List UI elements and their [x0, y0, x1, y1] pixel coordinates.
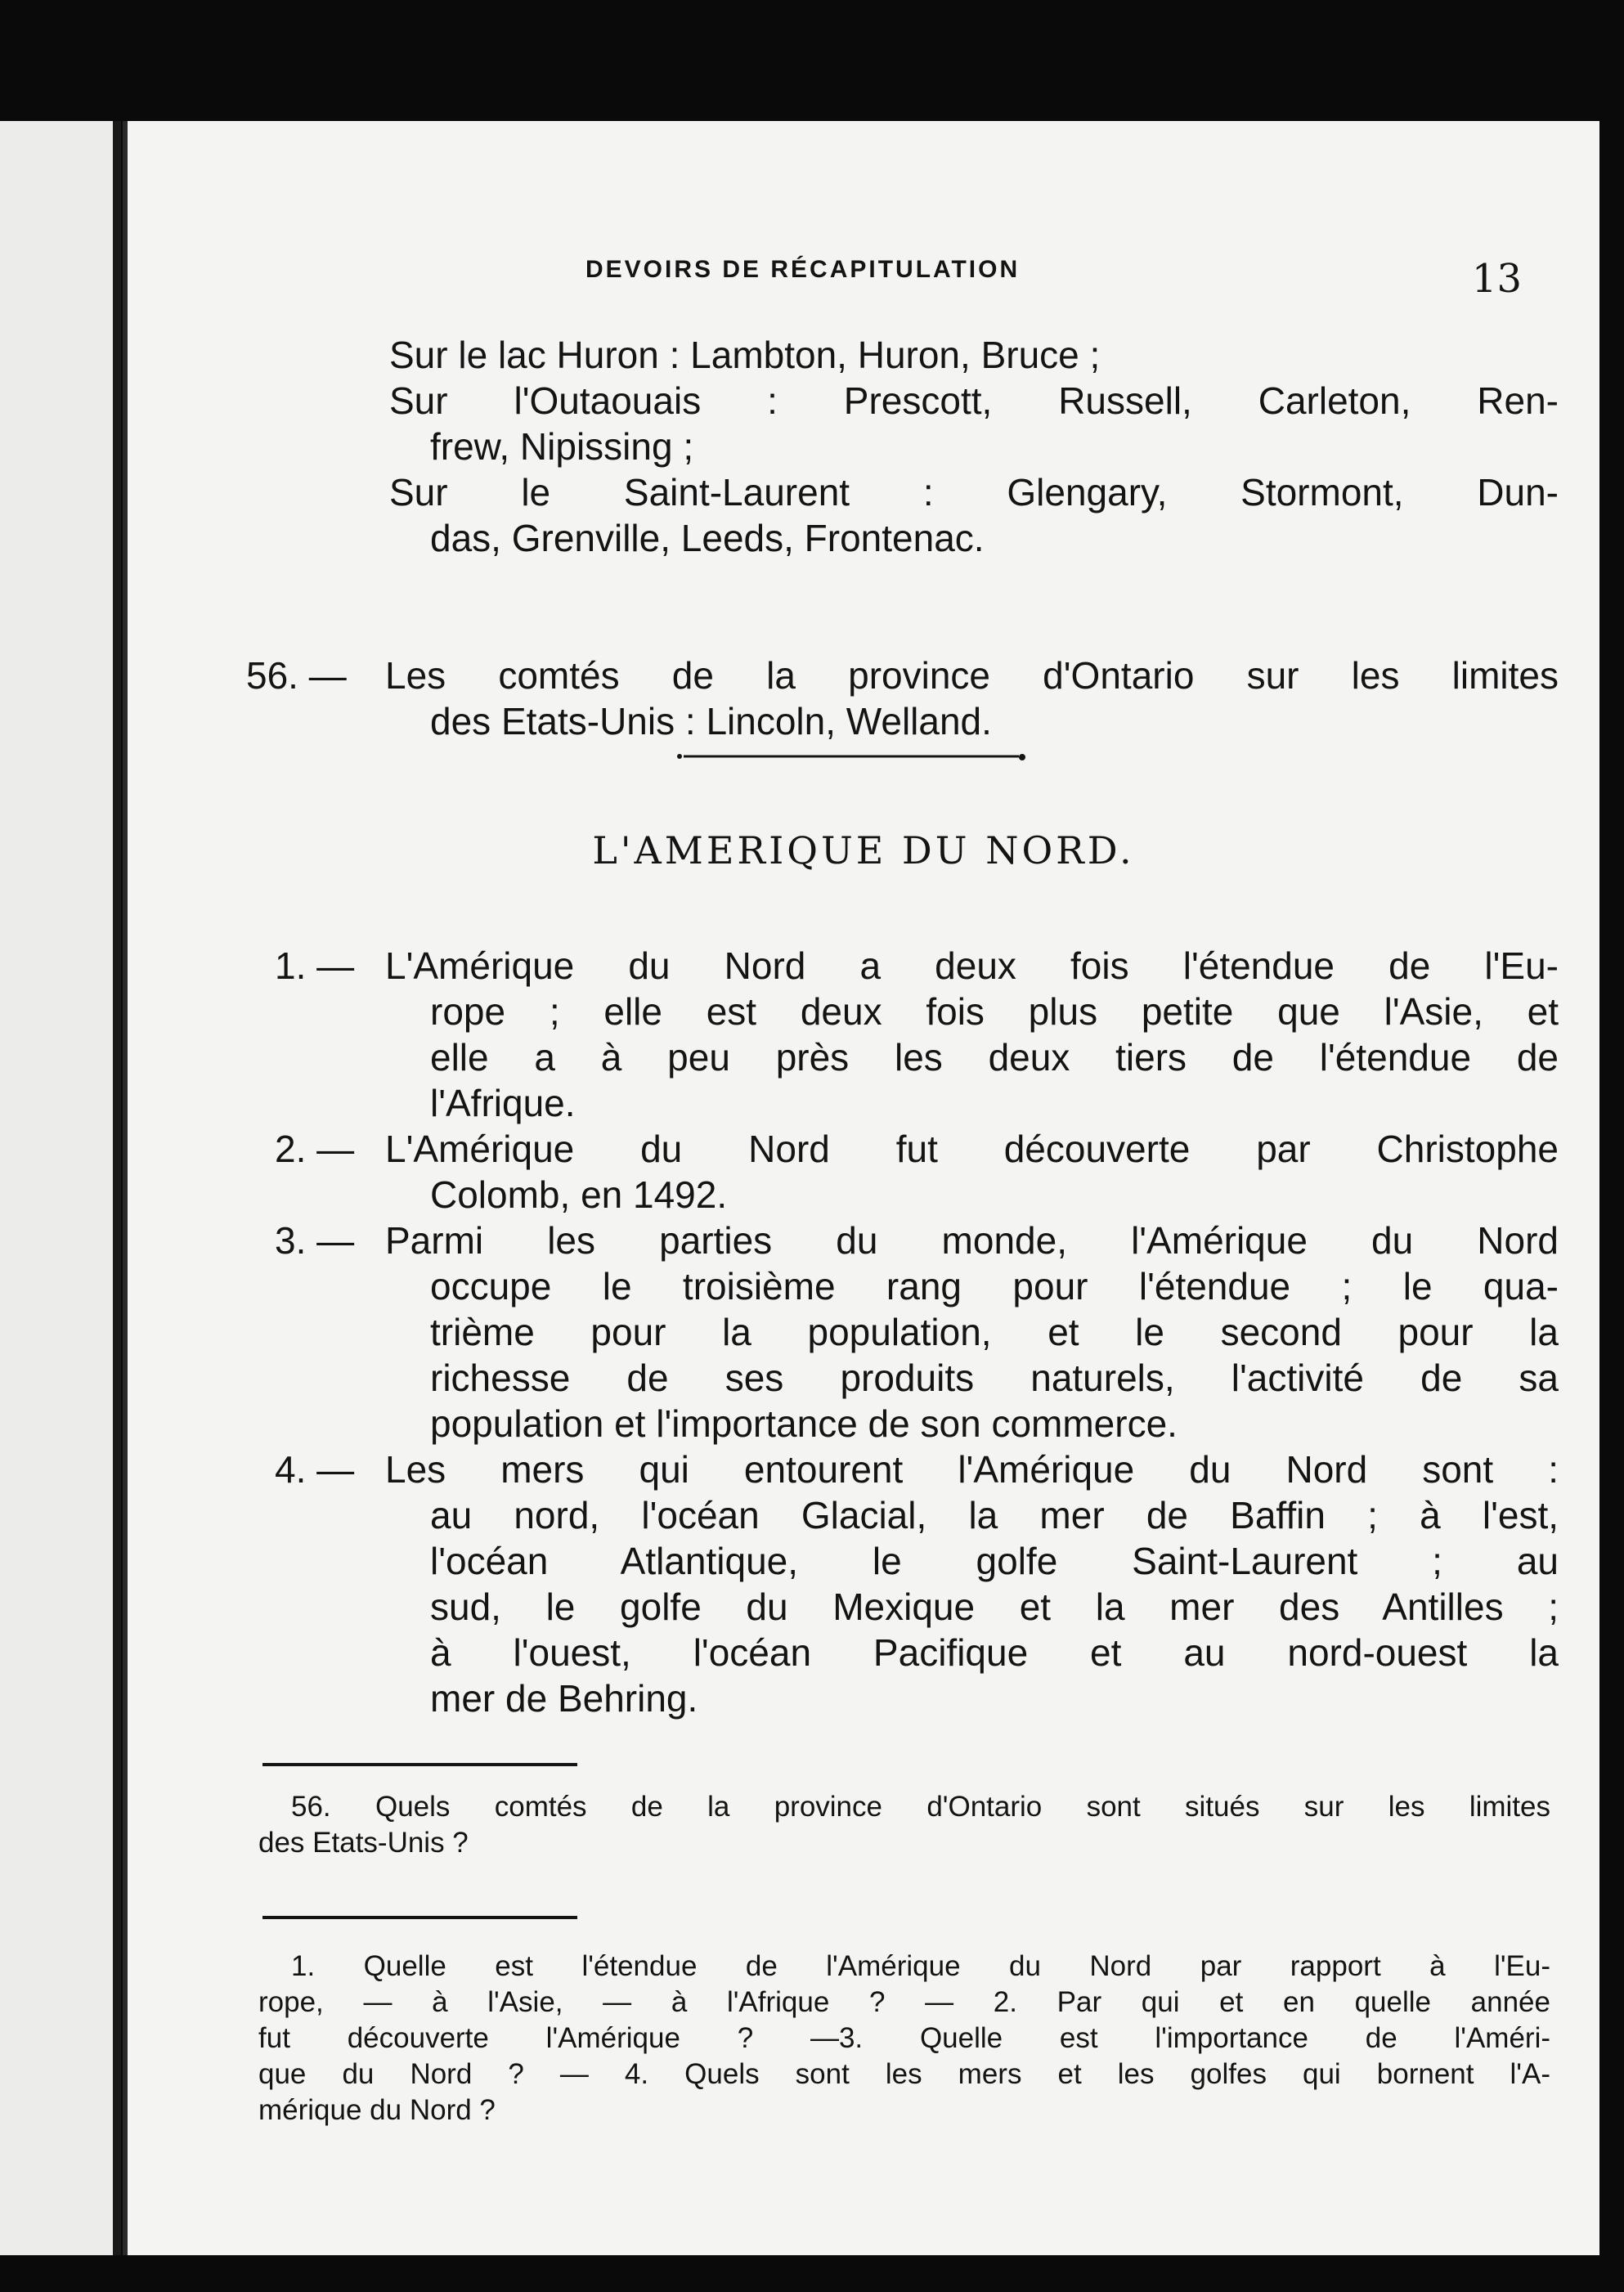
footnote-line: 56. Quels comtés de la province d'Ontario sont situés sur les limites	[291, 1791, 1550, 1823]
item-number: 4. —	[275, 1448, 355, 1491]
text-line: frew, Nipissing ;	[430, 425, 694, 468]
text-line: elle a à peu près les deux tiers de l'étendue de	[430, 1036, 1559, 1079]
text-line: L'Amérique du Nord a deux fois l'étendue de l'Eu-	[385, 944, 1559, 987]
item-number: 3. —	[275, 1219, 355, 1262]
section-title: L'AMERIQUE DU NORD.	[592, 828, 1135, 872]
text-line: au nord, l'océan Glacial, la mer de Baffin ; à l'est,	[430, 1494, 1559, 1536]
footnote-line: des Etats-Unis ?	[258, 1827, 469, 1859]
text-line: occupe le troisième rang pour l'étendue ; le qua-	[430, 1265, 1559, 1307]
footnote-rule	[262, 1916, 577, 1919]
item-56	[246, 653, 1559, 744]
list-item	[250, 378, 1559, 469]
footnote-56	[258, 1789, 1550, 1861]
running-title: DEVOIRS DE RÉCAPITULATION	[585, 256, 1021, 283]
top-county-list	[250, 332, 1559, 561]
numbered-items	[250, 943, 1559, 1721]
text-line: Sur l'Outaouais : Prescott, Russell, Carleton, Ren-	[389, 379, 1559, 422]
text-line: l'Afrique.	[430, 1082, 576, 1124]
list-item	[250, 332, 1559, 378]
page-number: 13	[1471, 256, 1522, 302]
text-line: Sur le lac Huron : Lambton, Huron, Bruce ;	[389, 334, 1101, 376]
list-item	[250, 943, 1559, 1126]
footnote-rule	[262, 1763, 577, 1766]
footnote-questions	[258, 1949, 1550, 2128]
text-line: à l'ouest, l'océan Pacifique et au nord-ouest la	[430, 1631, 1559, 1674]
ornamental-divider	[675, 751, 1027, 762]
text-line: trième pour la population, et le second pour la	[430, 1311, 1559, 1353]
text-line: l'océan Atlantique, le golfe Saint-Laurent ; au	[430, 1540, 1559, 1582]
list-item	[250, 1447, 1559, 1721]
list-item	[250, 1218, 1559, 1447]
footnote-line: rope, — à l'Asie, — à l'Afrique ? — 2. Par qui et en quelle année	[258, 1986, 1550, 2018]
footnote-line: que du Nord ? — 4. Quels sont les mers et les golfes qui bornent l'A-	[258, 2058, 1550, 2090]
text-line: Parmi les parties du monde, l'Amérique du Nord	[385, 1219, 1559, 1262]
text-line: das, Grenville, Leeds, Frontenac.	[430, 517, 985, 559]
text-line: Sur le Saint-Laurent : Glengary, Stormont, Dun-	[389, 471, 1559, 514]
text-line: Les comtés de la province d'Ontario sur les limites	[385, 654, 1559, 697]
item-number: 56. —	[246, 654, 347, 697]
text-line: richesse de ses produits naturels, l'activité de sa	[430, 1357, 1559, 1399]
text-line: rope ; elle est deux fois plus petite que l'Asie, et	[430, 990, 1559, 1033]
previous-page-edge	[0, 121, 121, 2255]
footnote-line: 1. Quelle est l'étendue de l'Amérique du Nord par rapport à l'Eu-	[291, 1950, 1550, 1982]
list-item	[250, 469, 1559, 561]
text-line: des Etats-Unis : Lincoln, Welland.	[430, 700, 992, 742]
text-line: Les mers qui entourent l'Amérique du Nord sont :	[385, 1448, 1559, 1491]
text-line: mer de Behring.	[430, 1677, 698, 1720]
list-item	[250, 1126, 1559, 1218]
footnote-line: fut découverte l'Amérique ? —3. Quelle est l'importance de l'Améri-	[258, 2022, 1550, 2054]
text-line: L'Amérique du Nord fut découverte par Christophe	[385, 1128, 1559, 1170]
book-page	[123, 121, 1599, 2255]
text-line: population et l'importance de son commerce.	[430, 1402, 1178, 1445]
item-number: 2. —	[275, 1128, 355, 1170]
text-line: Colomb, en 1492.	[430, 1173, 728, 1216]
item-number: 1. —	[275, 944, 355, 987]
footnote-line: mérique du Nord ?	[258, 2094, 496, 2126]
text-line: sud, le golfe du Mexique et la mer des Antilles ;	[430, 1586, 1559, 1628]
